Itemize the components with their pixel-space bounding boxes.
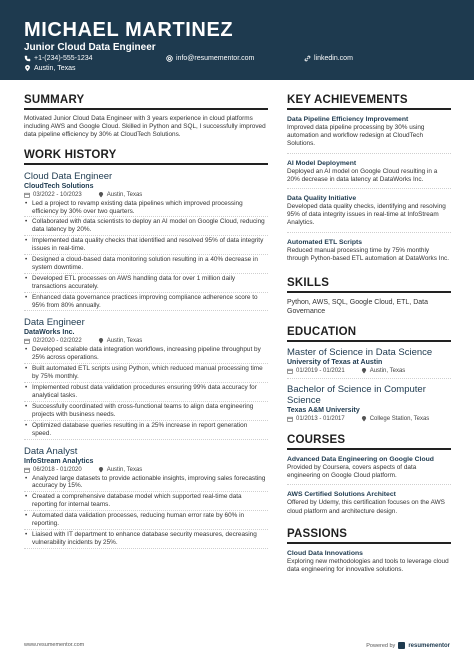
job-bullets: [24, 200, 268, 312]
passion-item: [287, 550, 451, 574]
brand-name[interactable]: resumementor: [408, 642, 450, 649]
achievement-title: Data Quality Initiative: [287, 195, 357, 203]
skills-heading: SKILLS: [287, 277, 451, 293]
job-bullet: • Built automated ETL scripts using Python, which reduced manual processing time by 75% monthly.: [24, 365, 268, 383]
phone-text[interactable]: +1-(234)-555-1234: [34, 55, 93, 62]
education-location: College Station, Texas: [369, 416, 430, 423]
link-icon: [304, 55, 311, 62]
course-item: [287, 491, 451, 515]
summary-heading: SUMMARY: [24, 94, 268, 110]
job-bullet: • Automated data validation processes, reducing human error rate by 60% in reporting.: [24, 512, 268, 530]
job-bullet: • Collaborated with data scientists to deploy an AI model on Google Cloud, reducing data latency by 20%.: [24, 218, 268, 236]
job-bullet: • Enhanced data governance practices improving compliance adherence score to 95% from 80% annually.: [24, 294, 268, 312]
powered-by: [366, 642, 450, 649]
job-location: Austin, Texas: [106, 466, 143, 473]
school-name: University of Texas at Austin: [287, 359, 383, 367]
job-bullet: • Implemented data quality checks that identified and resolved 95% of data integrity issues in real-time.: [24, 237, 268, 255]
education-heading: EDUCATION: [287, 326, 451, 342]
course-title: Advanced Data Engineering on Google Cloud: [287, 456, 434, 464]
course-item: [287, 456, 451, 485]
job-location: Austin, Texas: [106, 191, 143, 198]
education-dates: 01/2019 - 01/2021: [296, 368, 345, 375]
job-bullet: • Successfully coordinated with cross-functional teams to align data engineering projects with business needs.: [24, 403, 268, 421]
job-role: Cloud Data Engineer: [24, 170, 113, 182]
achievement-item: [287, 160, 451, 189]
phone-row: [24, 55, 93, 62]
education-item: [287, 384, 451, 422]
education-meta: [287, 368, 451, 374]
calendar-icon: [24, 192, 30, 198]
candidate-title: Junior Cloud Data Engineer: [24, 42, 156, 53]
work-history-heading: WORK HISTORY: [24, 149, 268, 165]
location-pin-icon: [361, 368, 367, 374]
linkedin-text[interactable]: linkedin.com: [314, 55, 353, 62]
resume-header: [0, 0, 474, 80]
education-dates: 01/2013 - 01/2017: [296, 416, 345, 423]
job-dates: 02/2020 - 02/2022: [33, 338, 82, 345]
calendar-icon: [24, 467, 30, 473]
job-bullet: • Led a project to revamp existing data pipelines which improved processing efficiency by 30% over two quarters.: [24, 200, 268, 218]
candidate-name: MICHAEL MARTINEZ: [24, 19, 234, 41]
location-pin-icon: [24, 65, 31, 72]
calendar-icon: [287, 416, 293, 422]
achievement-title: Data Pipeline Efficiency Improvement: [287, 116, 409, 123]
job-meta: [24, 338, 268, 344]
skills-text: Python, AWS, SQL, Google Cloud, ETL, Data Governance: [287, 299, 428, 316]
passions-heading: PASSIONS: [287, 528, 451, 544]
job-company: DataWorks Inc.: [24, 329, 75, 337]
job-meta: [24, 467, 268, 473]
job-company: CloudTech Solutions: [24, 182, 94, 190]
school-name: Texas A&M University: [287, 407, 360, 415]
job-bullet: • Analyzed large datasets to provide actionable insights, improving sales forecasting accuracy by 15%.: [24, 475, 268, 493]
job-bullets: [24, 346, 268, 439]
job-entry: [24, 446, 268, 549]
location-text: Austin, Texas: [34, 65, 76, 72]
achievement-desc: Developed data quality checks, identifying and resolving 95% of data integrity issues in real-time at InfoStream Analytics.: [287, 203, 446, 227]
email-text[interactable]: info@resumementor.com: [176, 55, 255, 62]
achievement-item: [287, 195, 451, 233]
location-pin-icon: [98, 467, 104, 473]
job-dates: 06/2018 - 01/2020: [33, 466, 82, 473]
courses-heading: COURSES: [287, 434, 451, 450]
summary-text: Motivated Junior Cloud Data Engineer with 3 years experience in cloud platforms including AWS and Google Cloud. Skilled in Python and SQL, I successfully improved data pipeline efficiency by 30% at CloudTech Solutions.: [24, 115, 266, 139]
location-pin-icon: [98, 338, 104, 344]
email-row: [166, 55, 254, 62]
achievement-item: [287, 239, 451, 263]
job-bullet: • Developed scalable data integration workflows, increasing pipeline throughput by 25% across operations.: [24, 346, 268, 364]
degree-title: Master of Science in Data Science: [287, 347, 433, 359]
powered-by-label: Powered by: [366, 642, 396, 649]
left-column: [24, 94, 268, 550]
job-meta: [24, 192, 268, 198]
job-dates: 03/2022 - 10/2023: [33, 191, 82, 198]
job-bullets: [24, 475, 268, 549]
passion-desc: Exploring new methodologies and tools to leverage cloud data engineering for innovative solutions.: [287, 557, 449, 574]
achievement-item: [287, 116, 451, 154]
location-pin-icon: [361, 416, 367, 422]
job-bullet: • Created a comprehensive database model which supported real-time data reporting for internal teams.: [24, 493, 268, 511]
course-desc: Provided by Coursera, covers aspects of data engineering on Google Cloud platform.: [287, 464, 417, 480]
job-location: Austin, Texas: [106, 338, 143, 345]
job-bullet: • Designed a cloud-based data monitoring solution resulting in a 40% decrease in system downtime.: [24, 256, 268, 274]
right-column: [287, 94, 451, 574]
brand-logo-icon: [398, 642, 405, 649]
degree-title: Bachelor of Science in Computer Science: [287, 384, 426, 407]
job-entry: [24, 317, 268, 439]
job-role: Data Engineer: [24, 317, 85, 329]
page-footer: [24, 642, 450, 649]
education-item: [287, 347, 451, 379]
job-bullet: • Optimized database queries resulting in a 25% increase in report generation speed.: [24, 422, 268, 440]
calendar-icon: [287, 368, 293, 374]
phone-icon: [24, 55, 31, 62]
passion-title: Cloud Data Innovations: [287, 549, 363, 557]
course-title: AWS Certified Solutions Architect: [287, 491, 396, 499]
location-row: [24, 65, 76, 72]
education-location: Austin, Texas: [369, 368, 406, 375]
achievement-desc: Reduced manual processing time by 75% monthly through Python-based ETL automation at DataWorks Inc.: [287, 246, 449, 262]
achievement-desc: Deployed an AI model on Google Cloud resulting in a 20% decrease in data latency at DataWorks Inc.: [287, 167, 438, 183]
calendar-icon: [24, 338, 30, 344]
at-icon: [166, 55, 173, 62]
course-desc: Offered by Udemy, this certification focuses on the AWS cloud platform and architecture design.: [287, 499, 445, 515]
job-bullet: • Liaised with IT department to enhance database security measures, decreasing vulnerability incidents by 25%.: [24, 531, 268, 549]
job-bullet: • Developed ETL processes on AWS handling data for over 1 million daily transactions accurately.: [24, 275, 268, 293]
job-bullet: • Implemented robust data validation procedures ensuring 99% data accuracy for analytical tasks.: [24, 384, 268, 402]
achievement-title: Automated ETL Scripts: [287, 238, 363, 246]
achievement-desc: Improved data pipeline processing by 30% using automation and workflow redesign at CloudTech Solutions.: [287, 124, 425, 148]
achievements-heading: KEY ACHIEVEMENTS: [287, 94, 451, 110]
location-pin-icon: [98, 192, 104, 198]
footer-site-link[interactable]: www.resumementor.com: [24, 642, 85, 648]
education-meta: [287, 416, 451, 422]
linkedin-row: [304, 55, 353, 62]
achievement-title: AI Model Deployment: [287, 159, 357, 167]
job-entry: [24, 171, 268, 312]
job-role: Data Analyst: [24, 445, 78, 457]
job-company: InfoStream Analytics: [24, 457, 94, 465]
